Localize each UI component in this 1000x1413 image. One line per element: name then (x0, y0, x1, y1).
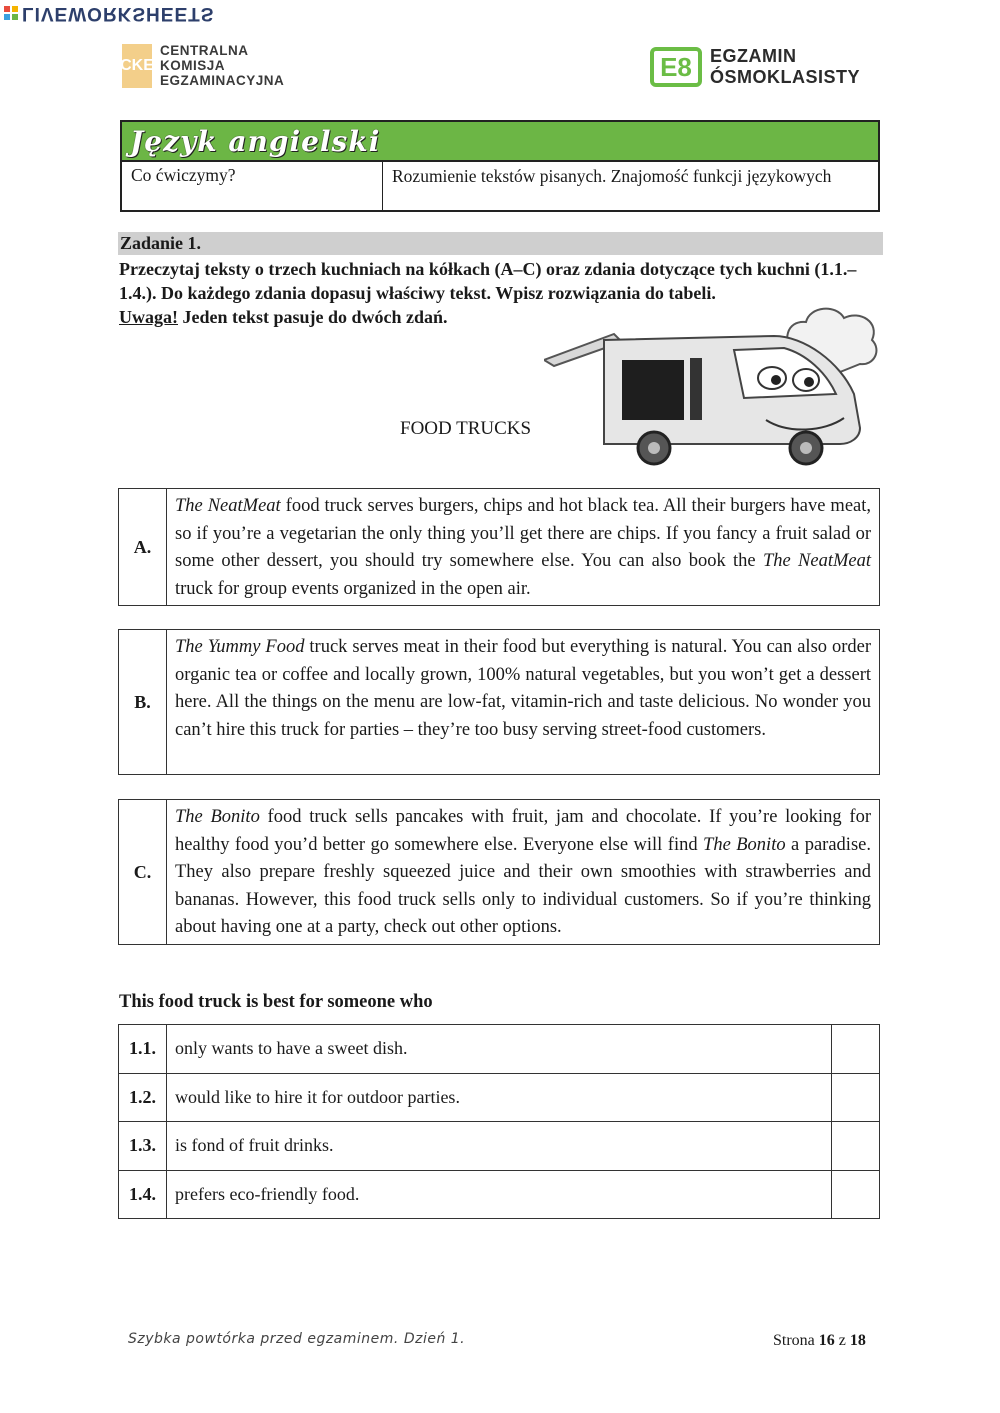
subject-row (122, 162, 878, 210)
text-segment: food truck sells pancakes with fruit, jam and chocolate. If you’re looking for healthy food you’d better go somewhere else. Everyone else will find (175, 807, 871, 855)
task-heading: Zadanie 1. (118, 232, 883, 255)
e8-line: ÓSMOKLASISTY (710, 67, 861, 87)
text-label: A. (119, 489, 167, 605)
cke-line: KOMISJA (160, 58, 226, 73)
note-label: Uwaga! (119, 307, 178, 327)
liveworksheets-squares-icon (4, 6, 18, 20)
truck-name: The Bonito (703, 834, 786, 855)
questions-table (118, 1024, 880, 1219)
e8-logo (650, 46, 860, 88)
answer-cell[interactable] (832, 1073, 880, 1122)
cke-line: CENTRALNA (160, 43, 249, 58)
page-total: 18 (849, 1332, 866, 1349)
question-number: 1.3. (119, 1122, 167, 1171)
question-text: prefers eco-friendly food. (167, 1170, 832, 1219)
cke-logo (122, 43, 284, 88)
page-number (773, 1332, 866, 1350)
truck-name: The Bonito (175, 807, 260, 827)
text-segment: food truck serves burgers, chips and hot black tea. All their burgers have meat, so if you’re a vegetarian the only thing you’ll get there are chips. If you fancy a fruit salad or some other dessert, you should try somewhere else. You can also book the (175, 496, 872, 571)
text-segment: a paradise. They also prepare freshly squeezed juice and their own smoothies with strawberries and bananas. However, this food truck sells only to individual customers. So if you’re thinking about having one at a party, check out other options. (175, 834, 871, 937)
question-number: 1.1. (119, 1025, 167, 1074)
subject-header (120, 120, 880, 212)
page-sep: z (834, 1332, 850, 1349)
text-body (167, 800, 879, 944)
subject-title-bar (122, 122, 878, 162)
text-box-c (118, 799, 880, 945)
truck-name: The NeatMeat (762, 551, 871, 571)
liveworksheets-logo (4, 3, 214, 23)
cke-line: EGZAMINACYJNA (160, 73, 285, 88)
cke-mark-icon: CKE (122, 44, 152, 88)
cke-name (160, 43, 284, 88)
answer-cell[interactable] (832, 1122, 880, 1171)
note-text: Jeden tekst pasuje do dwóch zdań. (178, 307, 448, 327)
question-text: would like to hire it for outdoor parties. (167, 1073, 832, 1122)
subject-row-label: Co ćwiczymy? (122, 162, 383, 210)
liveworksheets-text: LIVEWORKSHEETS (22, 3, 215, 24)
answer-cell[interactable] (832, 1025, 880, 1074)
text-box-b (118, 629, 880, 775)
footer-caption: Szybka powtórka przed egzaminem. Dzień 1. (128, 1331, 466, 1347)
question-number: 1.2. (119, 1073, 167, 1122)
question-row (119, 1170, 880, 1219)
section-title: FOOD TRUCKS (400, 418, 532, 439)
e8-name (710, 46, 860, 88)
square-icon (12, 14, 18, 20)
question-text: is fond of fruit drinks. (167, 1122, 832, 1171)
text-segment: truck serves meat in their food but everything is natural. You can also order organic tea or coffee and locally grown, 100% natural vegetables, but you won’t get a dessert here. All the things on the menu are low-fat, vitamin-rich and taste delicious. No wonder you can’t hire this truck for parties – they’re too busy serving street-food customers. (175, 637, 871, 740)
page-prefix: Strona (773, 1332, 819, 1349)
subject-title: Język angielski (130, 124, 381, 158)
text-segment: truck for group events organized in the open air. (175, 578, 531, 599)
square-icon (12, 6, 18, 12)
square-icon (4, 14, 10, 20)
food-truck-illustration-icon (544, 302, 882, 470)
question-row (119, 1025, 880, 1074)
truck-name: The Yummy Food (175, 637, 305, 657)
subject-row-value: Rozumienie tekstów pisanych. Znajomość funkcji językowych (392, 166, 832, 186)
text-body (167, 489, 879, 605)
question-number: 1.4. (119, 1170, 167, 1219)
text-box-a (118, 488, 880, 606)
questions-heading: This food truck is best for someone who (119, 992, 433, 1012)
question-row (119, 1073, 880, 1122)
instruction-text: Przeczytaj teksty o trzech kuchniach na kółkach (A–C) oraz zdania dotyczące tych kuchni (1.1.–1.4.). Do każdego zdania dopasuj właściwy tekst. Wpisz rozwiązania do tabeli. (119, 259, 857, 303)
e8-line: EGZAMIN (710, 46, 797, 66)
square-icon (4, 6, 10, 12)
text-body (167, 630, 879, 774)
e8-mark-icon: E8 (650, 47, 702, 87)
question-text: only wants to have a sweet dish. (167, 1025, 832, 1074)
answer-cell[interactable] (832, 1170, 880, 1219)
text-label: B. (119, 630, 167, 774)
question-row (119, 1122, 880, 1171)
truck-name: The NeatMeat (175, 496, 281, 516)
text-label: C. (119, 800, 167, 944)
page-current: 16 (818, 1332, 835, 1349)
